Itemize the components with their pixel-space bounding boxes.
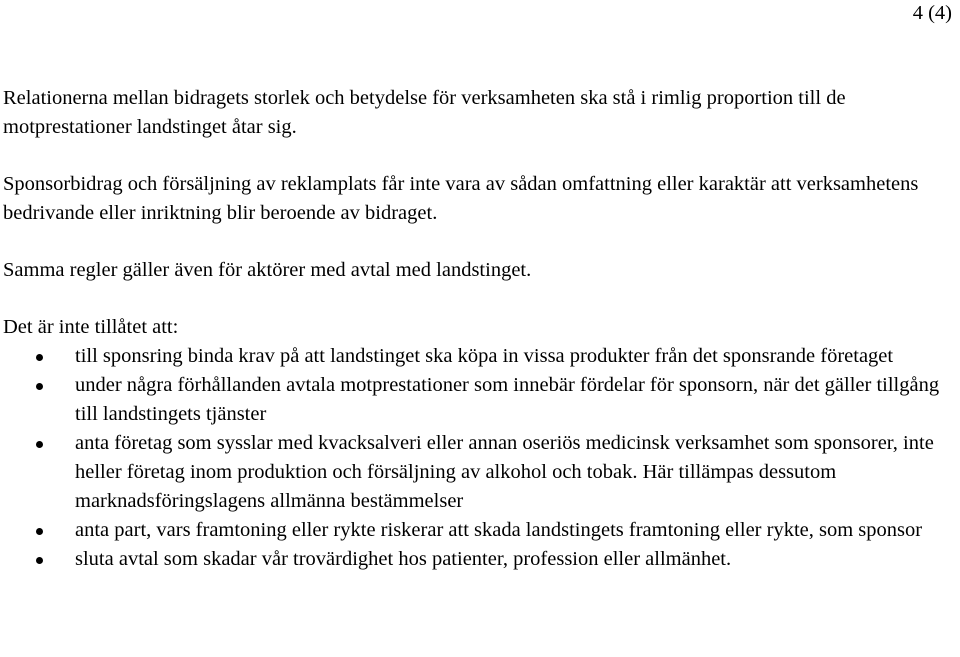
paragraph-not-allowed-intro: Det är inte tillåtet att:	[3, 316, 179, 338]
list-item	[3, 342, 953, 371]
bullet-icon	[36, 354, 43, 361]
document-body	[3, 84, 953, 574]
not-allowed-list	[3, 342, 953, 574]
list-item-text: anta part, vars framtoning eller rykte riskerar att skada landstingets framtoning eller rykte, som sponsor	[75, 519, 923, 541]
page-number: 4 (4)	[912, 2, 952, 24]
bullet-icon	[36, 528, 43, 535]
list-item-text: under några förhållanden avtala motprestationer som innebär fördelar för sponsorn, när det gäller tillgång till landstingets tjänster	[75, 374, 940, 425]
list-item-text: anta företag som sysslar med kvacksalveri eller annan oseriös medicinsk verksamhet som sponsorer, inte heller företag inom produktion och försäljning av alkohol och tobak. Här tillämpas dessutom marknadsföringslagens allmänna bestämmelser	[75, 432, 934, 512]
paragraph-sponsorship-scope: Sponsorbidrag och försäljning av reklamplats får inte vara av sådan omfattning eller karaktär att verksamhetens bedrivande eller inriktning blir beroende av bidraget.	[3, 173, 919, 224]
paragraph-proportion: Relationerna mellan bidragets storlek och betydelse för verksamheten ska stå i rimlig proportion till de motprestationer landstinget åtar sig.	[3, 87, 846, 138]
list-item	[3, 371, 953, 429]
list-item-text: sluta avtal som skadar vår trovärdighet hos patienter, profession eller allmänhet.	[75, 548, 732, 570]
bullet-icon	[36, 441, 43, 448]
paragraph-same-rules: Samma regler gäller även för aktörer med avtal med landstinget.	[3, 259, 532, 281]
bullet-icon	[36, 557, 43, 564]
list-item	[3, 516, 953, 545]
bullet-icon	[36, 383, 43, 390]
list-item-text: till sponsring binda krav på att landstinget ska köpa in vissa produkter från det sponsrande företaget	[75, 345, 894, 367]
list-item	[3, 545, 953, 574]
list-item	[3, 429, 953, 516]
